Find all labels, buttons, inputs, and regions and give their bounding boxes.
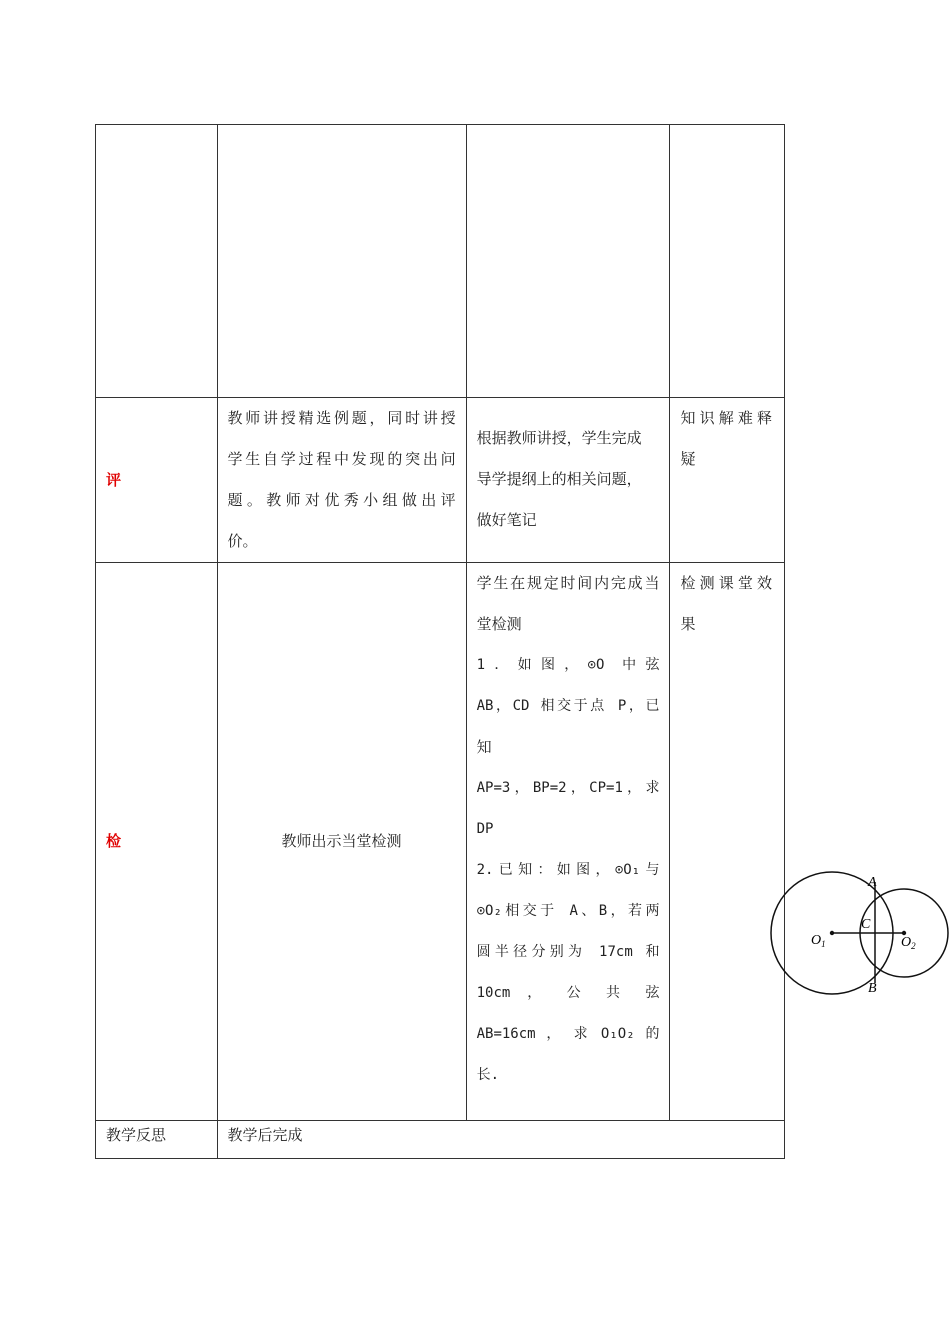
label-c: C	[861, 917, 871, 932]
table-row-ping	[96, 398, 785, 563]
label-o1-sub: 1	[821, 939, 826, 949]
label-a: A	[868, 875, 877, 890]
text-line: 知识解难释	[680, 409, 774, 427]
text-line: 题。教师对优秀小组做出评	[227, 491, 456, 509]
text-line: 堂检测	[476, 615, 522, 633]
blank-cell	[96, 125, 218, 398]
goal-jian	[670, 563, 785, 1121]
student-activity-jian	[466, 563, 670, 1121]
text-line: 2.已知：如图，⊙O₁与	[476, 862, 660, 878]
student-activity-ping	[466, 398, 670, 563]
text-line: DP	[476, 821, 494, 837]
text-line: 长.	[476, 1067, 500, 1083]
teacher-activity-jian: 教师出示当堂检测	[217, 563, 466, 1121]
label-b: B	[868, 981, 877, 996]
text-line: 10cm ， 公 共 弦	[476, 985, 660, 1001]
text-line: AB=16cm ， 求 O₁O₂ 的	[476, 1026, 660, 1042]
text-line: 1．如图，⊙O 中弦	[476, 657, 660, 673]
text-line: 知	[476, 738, 492, 756]
text-line: AB，CD 相交于点 P，已	[476, 698, 660, 714]
stage-label-jian: 检	[96, 563, 218, 1121]
intersecting-circles-figure	[768, 866, 950, 996]
goal-ping	[670, 398, 785, 563]
reflect-label: 教学反思	[96, 1121, 218, 1159]
blank-cell	[217, 125, 466, 398]
text-line: 做好笔记	[476, 511, 537, 529]
text-line: 导学提纲上的相关问题，	[476, 470, 642, 488]
label-o2-main: O	[901, 935, 912, 950]
text-line: 学生在规定时间内完成当	[476, 574, 660, 592]
label-o2-sub: 2	[911, 941, 916, 951]
text-line: ⊙O₂相交于 A、B，若两	[476, 903, 660, 919]
point-o1	[830, 931, 834, 935]
text-line: 检测课堂效	[680, 574, 774, 592]
lesson-plan-table	[95, 124, 785, 1159]
label-o1-main: O	[811, 933, 822, 948]
table-row-reflect	[96, 1121, 785, 1159]
text-line: 果	[680, 615, 698, 633]
table-row-blank	[96, 125, 785, 398]
teacher-activity-ping	[217, 398, 466, 563]
label-o2	[901, 935, 916, 951]
text-line: 疑	[680, 450, 698, 468]
text-line: AP=3，BP=2，CP=1，求	[476, 780, 660, 796]
stage-label-ping: 评	[96, 398, 218, 563]
text-line: 教师讲授精选例题，同时讲授	[227, 409, 456, 427]
text-line: 根据教师讲授，学生完成	[476, 429, 642, 447]
table-row-jian	[96, 563, 785, 1121]
label-o1	[811, 933, 826, 949]
blank-cell	[670, 125, 785, 398]
text-line: 学生自学过程中发现的突出问	[227, 450, 456, 468]
blank-cell	[466, 125, 670, 398]
reflect-content: 教学后完成	[217, 1121, 784, 1159]
text-line: 圆半径分别为 17cm 和	[476, 944, 660, 960]
text-line: 价。	[227, 532, 258, 550]
